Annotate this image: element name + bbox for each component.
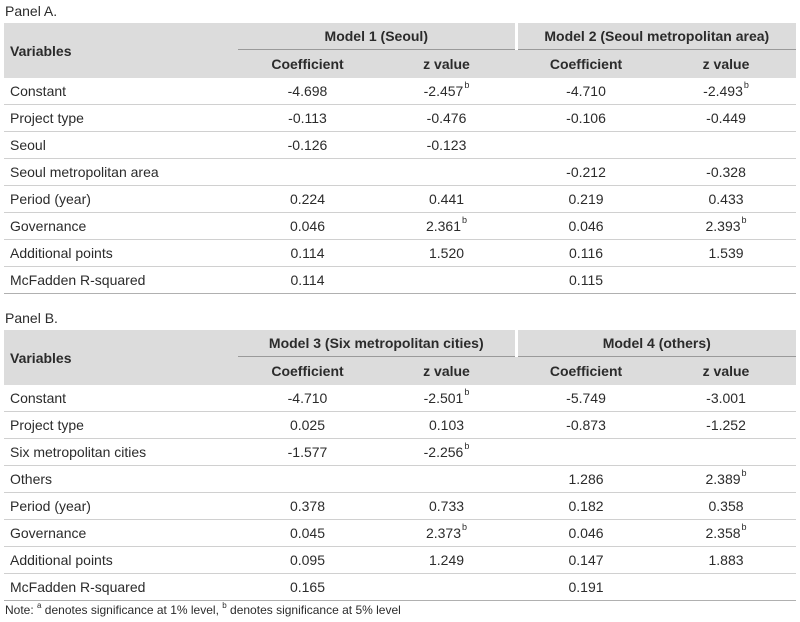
z-value-cell-text: 1.539 [708, 245, 744, 261]
row-label [4, 520, 238, 547]
row-label-text: Project type [10, 110, 84, 126]
coefficient-cell-text: -0.212 [566, 164, 606, 180]
coefficient-cell [238, 466, 377, 493]
coefficient-cell [516, 240, 656, 267]
row-label-text: Six metropolitan cities [10, 444, 147, 460]
coefficient-cell [238, 213, 377, 240]
significance-mark: b [741, 215, 747, 225]
z-value-cell-text: 2.358 [705, 525, 741, 541]
coefficient-cell [516, 105, 656, 132]
panel-b-table [4, 330, 796, 601]
z-value-cell [377, 132, 516, 159]
coefficient-cell-text: 0.046 [289, 218, 326, 234]
z-value-cell [377, 186, 516, 213]
z-value-cell-text: -1.252 [706, 417, 746, 433]
z-value-cell [377, 520, 516, 547]
coefficient-cell [516, 466, 656, 493]
coefficient-cell [238, 439, 377, 466]
coefficient-cell-text: 0.147 [568, 552, 604, 568]
row-label-text: Period (year) [10, 498, 91, 514]
z-value-cell-text: -2.457 [423, 83, 464, 99]
coefficient-cell-text: 0.219 [568, 191, 604, 207]
z-value-cell [377, 78, 516, 105]
z-value-cell [656, 439, 796, 466]
z-value-cell-text: 0.733 [428, 498, 465, 514]
z-value-cell-text: 2.373 [425, 525, 462, 541]
row-label [4, 267, 238, 294]
model-2-header: Model 2 (Seoul metropolitan area) [516, 23, 796, 50]
coefficient-cell-text: 0.045 [289, 525, 326, 541]
z-value-cell [377, 267, 516, 294]
row-label-text: Seoul [10, 137, 46, 153]
z-value-cell [656, 78, 796, 105]
coefficient-cell [516, 186, 656, 213]
z-value-cell-text: -2.501 [423, 390, 464, 406]
coefficient-cell [516, 439, 656, 466]
significance-mark: b [743, 80, 749, 90]
significance-mark-b: b [222, 601, 227, 610]
z-value-cell [656, 105, 796, 132]
z-value-cell-text: 1.883 [708, 552, 744, 568]
note-text-b: denotes significance at 5% level [226, 603, 401, 617]
coefficient-cell [238, 520, 377, 547]
significance-mark: b [741, 522, 747, 532]
coefficient-cell-text: 0.182 [568, 498, 604, 514]
note-prefix: Note: [5, 603, 38, 617]
coefficient-cell-text: 0.116 [569, 245, 604, 261]
z-value-cell-text: 0.358 [708, 498, 744, 514]
significance-mark: b [464, 387, 470, 397]
coefficient-cell [238, 574, 377, 601]
z-value-header: z value [702, 56, 750, 72]
row-label [4, 186, 238, 213]
coefficient-cell [238, 267, 377, 294]
coefficient-cell [516, 213, 656, 240]
z-value-cell [656, 267, 796, 294]
panel-a-title: Panel A. [5, 3, 58, 19]
row-label [4, 78, 238, 105]
z-value-cell [656, 412, 796, 439]
row-label [4, 439, 238, 466]
z-value-cell [656, 385, 796, 412]
row-label [4, 574, 238, 601]
z-value-cell [656, 520, 796, 547]
row-label-text: Constant [10, 390, 67, 406]
footnote [5, 603, 401, 617]
table-row [4, 78, 796, 105]
row-label [4, 493, 238, 520]
row-label-text: McFadden R-squared [10, 579, 146, 595]
coefficient-cell-text: -0.126 [287, 137, 328, 153]
row-label [4, 213, 238, 240]
table-row [4, 439, 796, 466]
row-label-text: Period (year) [10, 191, 91, 207]
z-value-cell [656, 213, 796, 240]
coefficient-cell-text: 0.046 [568, 218, 604, 234]
z-value-cell [656, 574, 796, 601]
row-label [4, 105, 238, 132]
z-value-header: z value [423, 56, 470, 72]
z-value-cell-text: 2.389 [705, 471, 741, 487]
coefficient-cell-text: 0.095 [289, 552, 326, 568]
coefficient-header: Coefficient [271, 363, 344, 379]
significance-mark: b [741, 468, 747, 478]
z-value-cell [377, 574, 516, 601]
row-label-text: Seoul metropolitan area [10, 164, 159, 180]
panel-b-title: Panel B. [5, 310, 58, 326]
panel-a-table [4, 23, 796, 294]
table-row [4, 132, 796, 159]
z-value-cell-text: -0.123 [426, 137, 467, 153]
row-label [4, 547, 238, 574]
coefficient-cell [238, 240, 377, 267]
coefficient-cell [238, 159, 377, 186]
coefficient-cell-text: 1.286 [568, 471, 604, 487]
z-value-cell-text: 0.433 [708, 191, 744, 207]
row-label-text: Others [10, 471, 53, 487]
table-row [4, 493, 796, 520]
table-row [4, 240, 796, 267]
z-value-cell-text: -3.001 [706, 390, 746, 406]
z-value-cell [656, 493, 796, 520]
z-value-cell [377, 547, 516, 574]
coefficient-cell [238, 186, 377, 213]
coefficient-cell [516, 547, 656, 574]
z-value-cell [377, 439, 516, 466]
coefficient-cell-text: -0.106 [566, 110, 606, 126]
row-label-text: Constant [10, 83, 67, 99]
coefficient-cell-text: 0.378 [289, 498, 326, 514]
coefficient-cell-text: -4.698 [287, 83, 328, 99]
coefficient-cell-text: 0.115 [569, 272, 604, 288]
z-value-cell-text: 2.361 [425, 218, 462, 234]
z-value-cell-text: 1.249 [428, 552, 465, 568]
z-value-cell [377, 105, 516, 132]
coefficient-cell [238, 105, 377, 132]
coefficient-cell-text: -0.113 [288, 110, 327, 126]
z-value-cell-text: -2.493 [703, 83, 743, 99]
table-row [4, 574, 796, 601]
coefficient-header: Coefficient [549, 363, 623, 379]
panel-b-body [4, 385, 796, 601]
coefficient-cell [516, 385, 656, 412]
row-label [4, 412, 238, 439]
coefficient-cell [238, 385, 377, 412]
table-row [4, 412, 796, 439]
row-label-text: Governance [10, 525, 87, 541]
coefficient-cell [516, 574, 656, 601]
table-row [4, 267, 796, 294]
coefficient-cell-text: 0.046 [568, 525, 604, 541]
coefficient-cell [516, 159, 656, 186]
note-text-a: denotes significance at 1% level, [41, 603, 223, 617]
row-label-text: Governance [10, 218, 87, 234]
coefficient-cell [516, 132, 656, 159]
coefficient-cell-text: 0.224 [289, 191, 326, 207]
coefficient-cell [516, 78, 656, 105]
coefficient-cell [516, 520, 656, 547]
coefficient-cell-text: 0.114 [290, 272, 325, 288]
table-row [4, 186, 796, 213]
z-value-cell-text: -0.328 [706, 164, 746, 180]
table-row [4, 466, 796, 493]
z-value-cell-text: 2.393 [705, 218, 741, 234]
row-label [4, 466, 238, 493]
z-value-cell-text: -2.256 [423, 444, 464, 460]
z-value-cell [656, 159, 796, 186]
row-label [4, 240, 238, 267]
z-value-header: z value [702, 363, 750, 379]
coefficient-cell-text: -1.577 [287, 444, 328, 460]
significance-mark: b [462, 215, 468, 225]
row-label-text: McFadden R-squared [10, 272, 146, 288]
model-3-header: Model 3 (Six metropolitan cities) [238, 330, 516, 357]
coefficient-cell [516, 267, 656, 294]
row-label-text: Additional points [10, 245, 113, 261]
table-row [4, 520, 796, 547]
table-row [4, 159, 796, 186]
coefficient-cell-text: 0.165 [289, 579, 326, 595]
significance-mark: b [464, 80, 470, 90]
z-value-cell [377, 240, 516, 267]
coefficient-cell [238, 493, 377, 520]
coefficient-header: Coefficient [549, 56, 623, 72]
coefficient-cell-text: 0.025 [289, 417, 326, 433]
z-value-cell-text: -0.449 [706, 110, 746, 126]
variables-header: Variables [10, 349, 72, 366]
significance-mark: b [464, 441, 470, 451]
coefficient-cell-text: 0.191 [568, 579, 604, 595]
z-value-cell [377, 466, 516, 493]
table-row [4, 105, 796, 132]
panel-a-body [4, 78, 796, 294]
coefficient-cell-text: 0.114 [290, 245, 325, 261]
coefficient-cell [238, 132, 377, 159]
z-value-cell [377, 385, 516, 412]
z-value-cell [377, 159, 516, 186]
z-value-cell-text: 0.441 [428, 191, 465, 207]
coefficient-cell-text: -4.710 [287, 390, 328, 406]
coefficient-header: Coefficient [271, 56, 344, 72]
coefficient-cell [238, 547, 377, 574]
table-row [4, 213, 796, 240]
z-value-header: z value [423, 363, 470, 379]
significance-mark-a: a [37, 601, 42, 610]
table-row [4, 385, 796, 412]
variables-header: Variables [10, 42, 72, 59]
row-label [4, 385, 238, 412]
z-value-cell [656, 132, 796, 159]
model-4-header: Model 4 (others) [516, 330, 796, 357]
coefficient-cell-text: -5.749 [566, 390, 606, 406]
z-value-cell-text: -0.476 [426, 110, 467, 126]
table-row [4, 547, 796, 574]
row-label-text: Additional points [10, 552, 113, 568]
z-value-cell [377, 412, 516, 439]
coefficient-cell [516, 412, 656, 439]
z-value-cell [377, 493, 516, 520]
coefficient-cell-text: -0.873 [566, 417, 606, 433]
row-label [4, 132, 238, 159]
coefficient-cell [238, 78, 377, 105]
z-value-cell [656, 240, 796, 267]
z-value-cell-text: 1.520 [428, 245, 465, 261]
row-label [4, 159, 238, 186]
coefficient-cell [516, 493, 656, 520]
significance-mark: b [462, 522, 468, 532]
z-value-cell [377, 213, 516, 240]
coefficient-cell [238, 412, 377, 439]
z-value-cell [656, 547, 796, 574]
z-value-cell [656, 186, 796, 213]
z-value-cell [656, 466, 796, 493]
row-label-text: Project type [10, 417, 84, 433]
coefficient-cell-text: -4.710 [566, 83, 606, 99]
model-1-header: Model 1 (Seoul) [238, 23, 516, 50]
z-value-cell-text: 0.103 [428, 417, 465, 433]
